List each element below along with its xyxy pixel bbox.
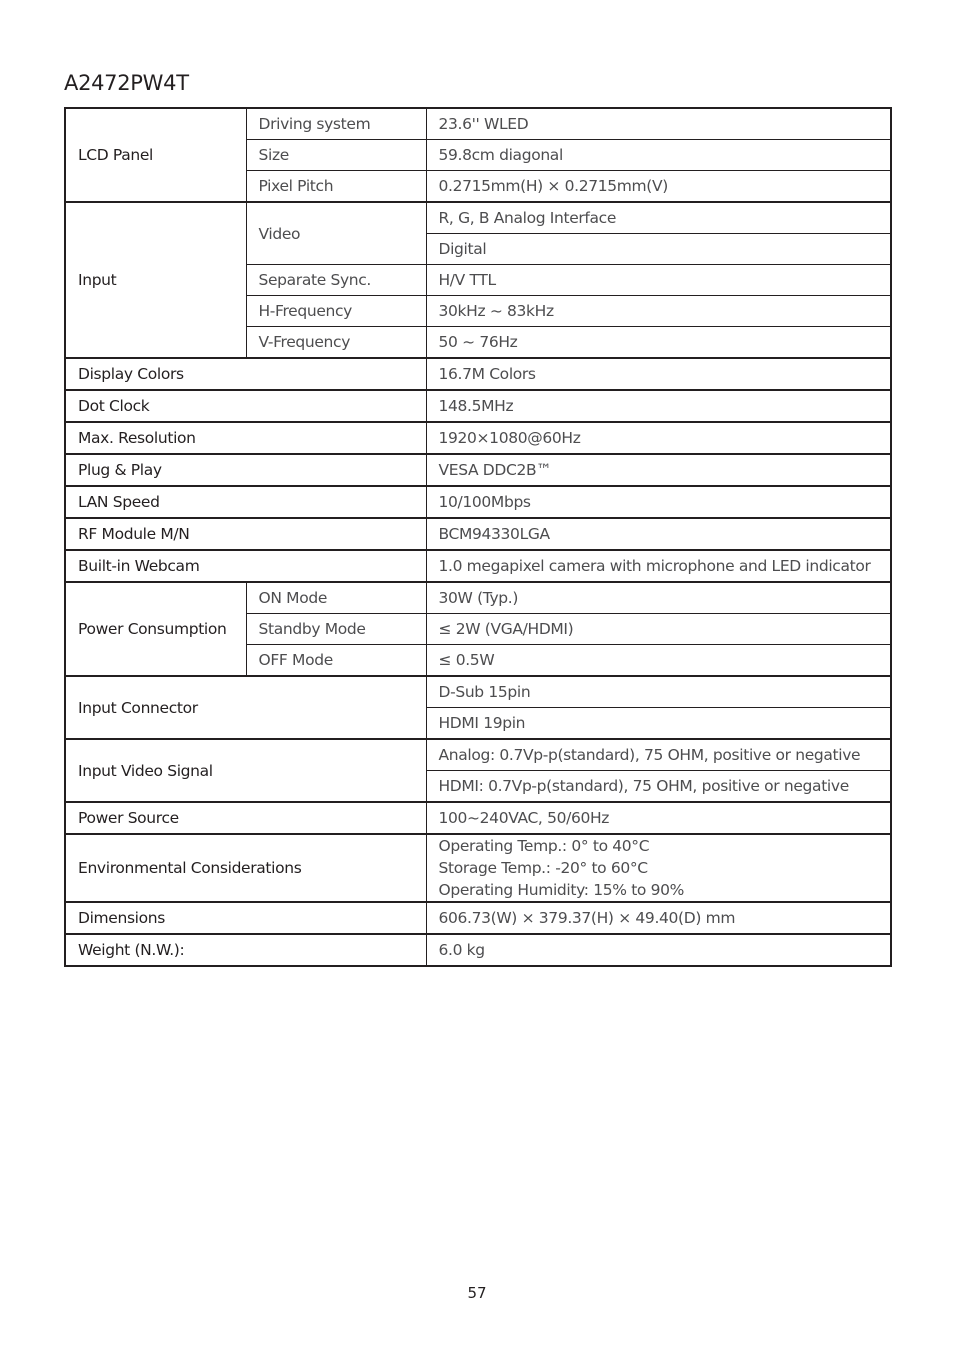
on-mode-value: 30W (Typ.) (426, 582, 891, 614)
page-number: 57 (467, 1284, 487, 1302)
table-row (65, 582, 891, 614)
lcd-panel-label: LCD Panel (65, 108, 246, 202)
table-row (65, 739, 891, 771)
rf-module-label: RF Module M/N (65, 518, 426, 550)
dot-clock-label: Dot Clock (65, 390, 426, 422)
table-row (65, 358, 891, 390)
table-row (65, 454, 891, 486)
rf-module-value: BCM94330LGA (426, 518, 891, 550)
weight-value: 6.0 kg (426, 934, 891, 966)
input-video-signal-hdmi: HDMI: 0.7Vp-p(standard), 75 OHM, positive or negative (426, 771, 891, 803)
max-resolution-label: Max. Resolution (65, 422, 426, 454)
dimensions-label: Dimensions (65, 902, 426, 934)
plug-play-value: VESA DDC2B™ (426, 454, 891, 486)
v-frequency-label: V-Frequency (246, 327, 426, 359)
pixel-pitch-value: 0.2715mm(H) × 0.2715mm(V) (426, 171, 891, 203)
v-frequency-value: 50 ~ 76Hz (426, 327, 891, 359)
standby-mode-label: Standby Mode (246, 614, 426, 645)
table-row (65, 486, 891, 518)
plug-play-label: Plug & Play (65, 454, 426, 486)
power-source-label: Power Source (65, 802, 426, 834)
input-label: Input (65, 202, 246, 358)
max-resolution-value: 1920×1080@60Hz (426, 422, 891, 454)
input-video-signal-label: Input Video Signal (65, 739, 426, 802)
on-mode-label: ON Mode (246, 582, 426, 614)
lan-speed-label: LAN Speed (65, 486, 426, 518)
page-title: A2472PW4T (64, 71, 189, 95)
environmental-values (426, 834, 891, 902)
video-value-digital: Digital (426, 234, 891, 265)
input-connector-dsub: D-Sub 15pin (426, 676, 891, 708)
table-row (65, 518, 891, 550)
operating-temp: Operating Temp.: 0° to 40°C (438, 837, 650, 855)
table-row (65, 834, 891, 902)
off-mode-value: ≤ 0.5W (426, 645, 891, 677)
environmental-label: Environmental Considerations (65, 834, 426, 902)
driving-system-label: Driving system (246, 108, 426, 140)
separate-sync-label: Separate Sync. (246, 265, 426, 296)
lan-speed-value: 10/100Mbps (426, 486, 891, 518)
storage-temp: Storage Temp.: -20° to 60°C (438, 859, 648, 877)
h-frequency-label: H-Frequency (246, 296, 426, 327)
table-row (65, 390, 891, 422)
power-consumption-label: Power Consumption (65, 582, 246, 676)
video-value-analog: R, G, B Analog Interface (426, 202, 891, 234)
table-row (65, 202, 891, 234)
table-row (65, 550, 891, 582)
table-row (65, 108, 891, 140)
driving-system-value: 23.6'' WLED (426, 108, 891, 140)
dot-clock-value: 148.5MHz (426, 390, 891, 422)
size-label: Size (246, 140, 426, 171)
operating-humidity: Operating Humidity: 15% to 90% (438, 881, 685, 899)
display-colors-value: 16.7M Colors (426, 358, 891, 390)
table-row (65, 422, 891, 454)
table-row (65, 676, 891, 708)
input-video-signal-analog: Analog: 0.7Vp-p(standard), 75 OHM, positive or negative (426, 739, 891, 771)
input-connector-label: Input Connector (65, 676, 426, 739)
input-connector-hdmi: HDMI 19pin (426, 708, 891, 740)
power-source-value: 100~240VAC, 50/60Hz (426, 802, 891, 834)
table-row (65, 902, 891, 934)
pixel-pitch-label: Pixel Pitch (246, 171, 426, 203)
h-frequency-value: 30kHz ~ 83kHz (426, 296, 891, 327)
webcam-label: Built-in Webcam (65, 550, 426, 582)
video-label: Video (246, 202, 426, 265)
size-value: 59.8cm diagonal (426, 140, 891, 171)
webcam-value: 1.0 megapixel camera with microphone and LED indicator (426, 550, 891, 582)
weight-label: Weight (N.W.): (65, 934, 426, 966)
display-colors-label: Display Colors (65, 358, 426, 390)
specifications-table (64, 107, 892, 967)
dimensions-value: 606.73(W) × 379.37(H) × 49.40(D) mm (426, 902, 891, 934)
standby-mode-value: ≤ 2W (VGA/HDMI) (426, 614, 891, 645)
separate-sync-value: H/V TTL (426, 265, 891, 296)
table-row (65, 934, 891, 966)
off-mode-label: OFF Mode (246, 645, 426, 677)
table-row (65, 802, 891, 834)
